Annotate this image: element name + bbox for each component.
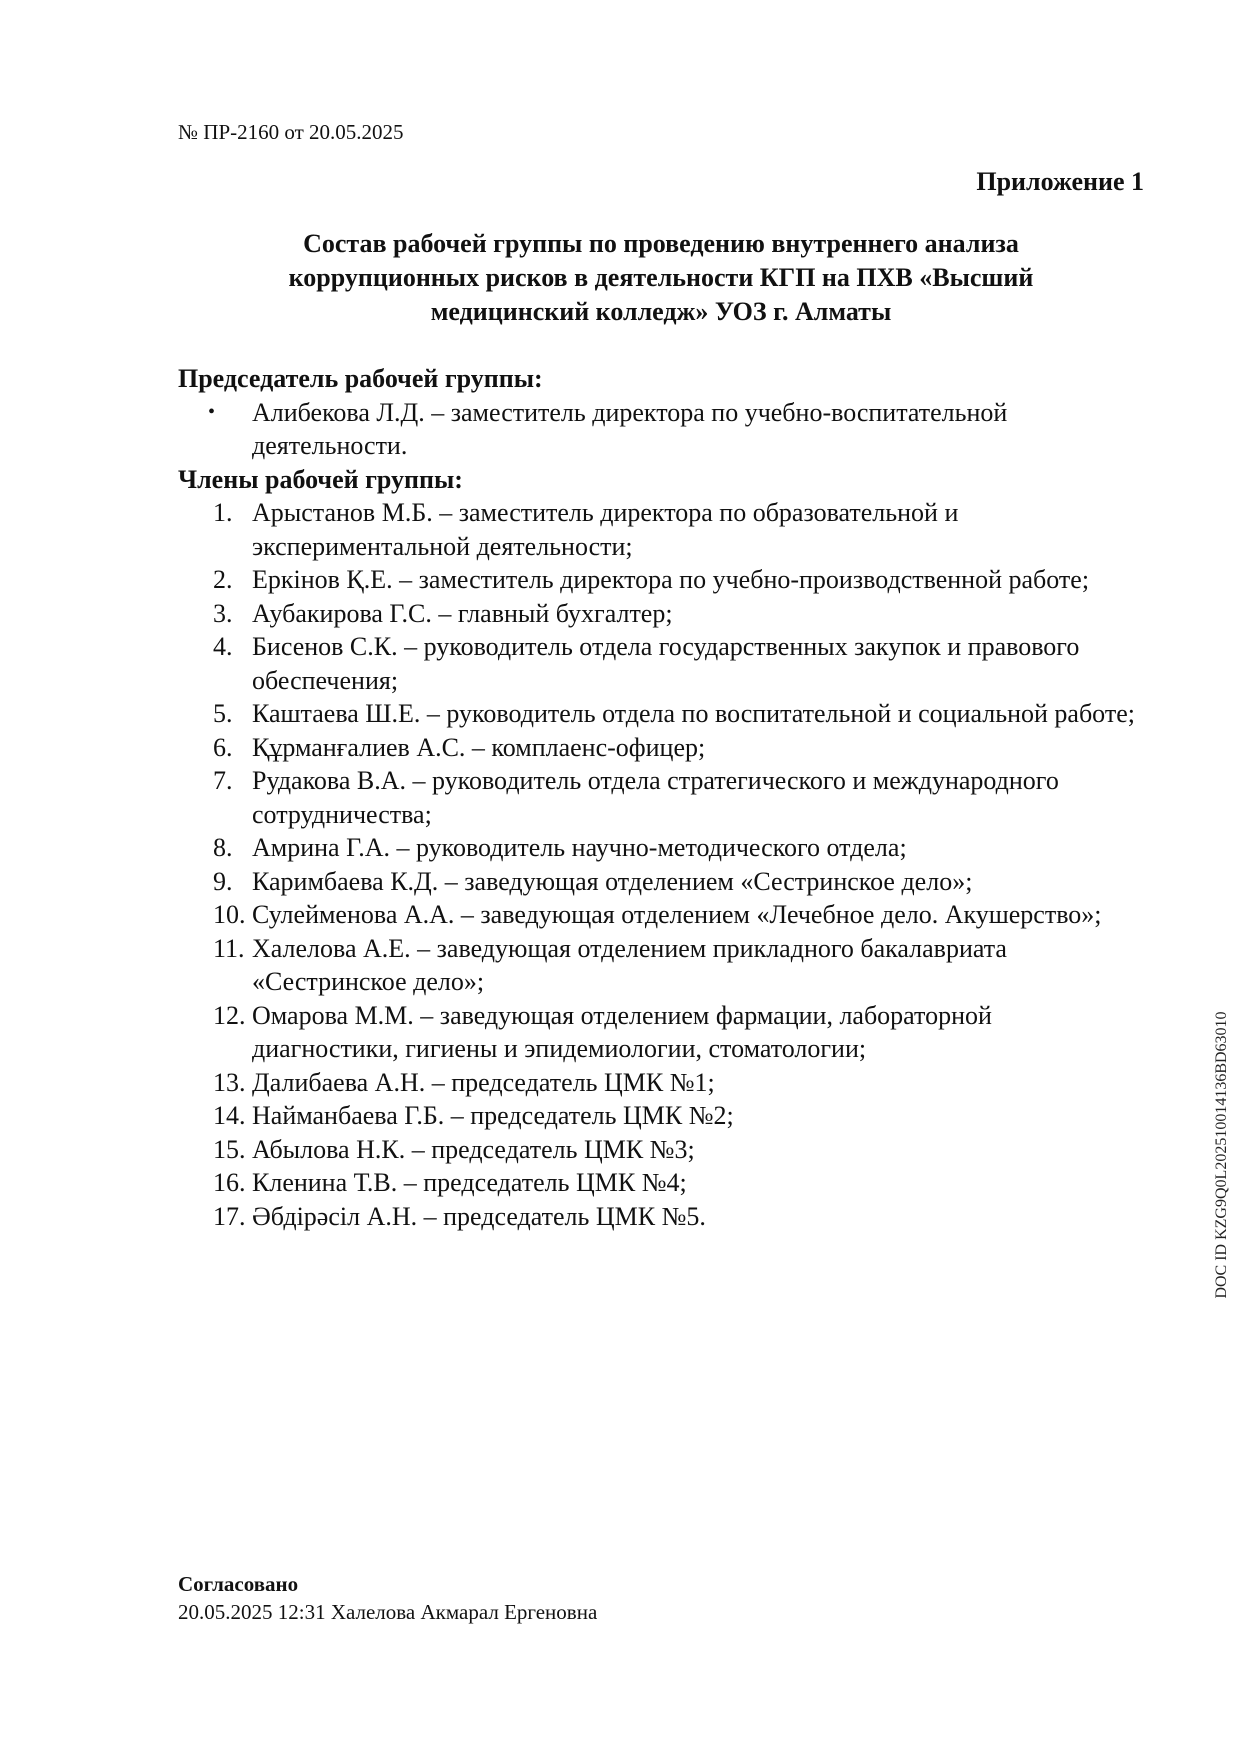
member-item xyxy=(178,999,1144,1066)
member-number: 11. xyxy=(213,933,245,963)
member-text: Әбдірәсіл А.Н. – председатель ЦМК №5. xyxy=(252,1201,706,1231)
member-item xyxy=(178,630,1144,697)
bullet-icon: • xyxy=(208,400,216,423)
approval-signature: 20.05.2025 12:31 Халелова Акмарал Ергеновна xyxy=(178,1600,598,1624)
member-text: Омарова М.М. – заведующая отделением фармации, лабораторной диагностики, гигиены и эпидемиологии, стоматологии; xyxy=(252,1000,992,1063)
member-number: 13. xyxy=(213,1067,246,1097)
member-item xyxy=(178,496,1144,563)
doc-id-stamp: DOC ID KZG9Q0L202510014136BD63010 xyxy=(1213,1011,1230,1299)
member-number: 3. xyxy=(213,598,233,628)
member-text: Кленина Т.В. – председатель ЦМК №4; xyxy=(252,1168,687,1197)
member-number: 4. xyxy=(213,632,233,661)
chair-item xyxy=(178,396,1144,463)
member-item xyxy=(178,1133,1144,1167)
member-number: 14. xyxy=(213,1101,246,1130)
document-title xyxy=(178,227,1144,329)
members-list xyxy=(178,496,1144,1233)
member-text: Еркінов Қ.Е. – заместитель директора по учебно-производственной работе; xyxy=(252,565,1090,594)
member-text: Каштаева Ш.Е. – руководитель отдела по воспитательной и социальной работе; xyxy=(252,699,1135,728)
title-line: коррупционных рисков в деятельности КГП на ПХВ «Высший xyxy=(288,263,1034,292)
member-number: 8. xyxy=(213,833,233,862)
member-number: 10. xyxy=(213,900,246,929)
member-text: Найманбаева Г.Б. – председатель ЦМК №2; xyxy=(252,1101,734,1130)
member-item xyxy=(178,865,1144,899)
member-text: Далибаева А.Н. – председатель ЦМК №1; xyxy=(252,1067,715,1097)
member-number: 12. xyxy=(213,1000,246,1030)
member-item xyxy=(178,1099,1144,1133)
member-item xyxy=(178,932,1144,999)
member-item xyxy=(178,1166,1144,1200)
member-text: Арыстанов М.Б. – заместитель директора по образовательной и экспериментальной деятельности; xyxy=(252,498,959,561)
member-item xyxy=(178,1200,1144,1234)
chair-text: Алибекова Л.Д. – заместитель директора по учебно-воспитательной деятельности. xyxy=(252,397,1008,460)
members-heading: Члены рабочей группы: xyxy=(178,464,463,494)
member-text: Амрина Г.А. – руководитель научно-методического отдела; xyxy=(252,833,907,862)
title-line: медицинский колледж» УОЗ г. Алматы xyxy=(430,297,892,326)
member-item xyxy=(178,898,1144,932)
member-number: 16. xyxy=(213,1168,246,1197)
member-text: Сулейменова А.А. – заведующая отделением «Лечебное дело. Акушерство»; xyxy=(252,900,1102,929)
member-item xyxy=(178,597,1144,631)
approval-block xyxy=(178,1570,597,1626)
member-text: Халелова А.Е. – заведующая отделением прикладного бакалавриата «Сестринское дело»; xyxy=(252,933,1007,996)
member-text: Бисенов С.К. – руководитель отдела государственных закупок и правового обеспечения; xyxy=(252,632,1080,695)
document-number: № ПР-2160 от 20.05.2025 xyxy=(178,120,404,144)
appendix-label: Приложение 1 xyxy=(976,167,1144,196)
approval-label: Согласовано xyxy=(178,1572,299,1596)
member-item xyxy=(178,831,1144,865)
chair-heading: Председатель рабочей группы: xyxy=(178,364,543,393)
chair-list xyxy=(178,396,1144,463)
member-item xyxy=(178,563,1144,597)
member-number: 9. xyxy=(213,866,233,896)
member-number: 17. xyxy=(213,1201,246,1231)
member-number: 2. xyxy=(213,565,233,594)
member-number: 5. xyxy=(213,699,233,728)
member-item xyxy=(178,1066,1144,1100)
title-line: Состав рабочей группы по проведению внутреннего анализа xyxy=(303,229,1019,258)
member-item xyxy=(178,731,1144,765)
member-item xyxy=(178,697,1144,731)
member-text: Рудакова В.А. – руководитель отдела стратегического и международного сотрудничества; xyxy=(252,766,1059,829)
member-text: Каримбаева К.Д. – заведующая отделением «Сестринское дело»; xyxy=(252,866,973,896)
member-text: Құрманғалиев А.С. – комплаенс-офицер; xyxy=(252,732,706,762)
member-number: 7. xyxy=(213,766,233,795)
member-number: 6. xyxy=(213,732,233,762)
member-item xyxy=(178,764,1144,831)
document-body xyxy=(178,362,1144,1233)
member-number: 15. xyxy=(213,1134,246,1164)
member-text: Аубакирова Г.С. – главный бухгалтер; xyxy=(252,598,673,628)
member-number: 1. xyxy=(213,498,233,527)
member-text: Абылова Н.К. – председатель ЦМК №3; xyxy=(252,1134,695,1164)
